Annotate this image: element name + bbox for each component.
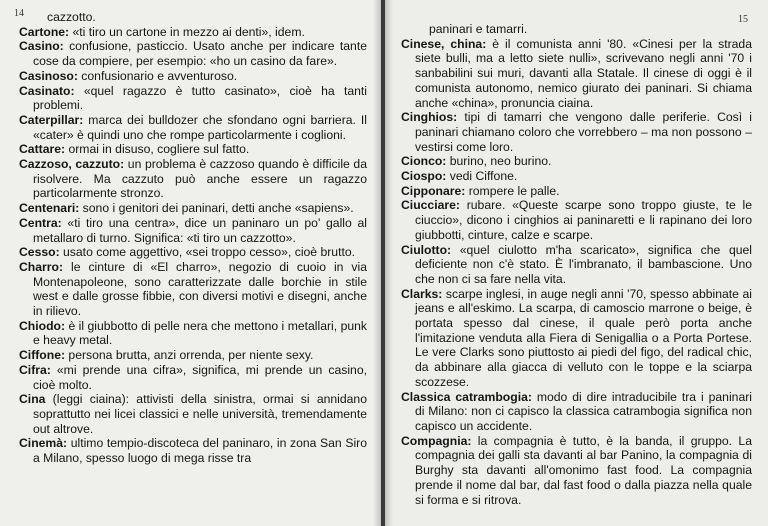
entry-definition: è il giubbotto di pelle nera che mettono i metallari, punk e heavy metal. xyxy=(33,318,367,348)
entry-headword: Casinoso: xyxy=(19,68,78,83)
entry-definition: marca dei bulldozer che sfondano ogni barriera. Il «cater» è quindi uno che rompe particolarmente i coglioni. xyxy=(33,112,367,142)
entry-definition: ormai in disuso, cogliere sul fatto. xyxy=(65,142,250,157)
dictionary-entry xyxy=(19,113,367,142)
entry-definition: vedi Ciffone. xyxy=(446,169,518,184)
dictionary-entry xyxy=(401,434,752,508)
entry-definition: paninari e tamarri. xyxy=(429,22,528,36)
dictionary-entry xyxy=(19,436,367,465)
dictionary-entry xyxy=(401,198,752,242)
entry-definition: rubare. «Queste scarpe sono troppo giuste, te le ciuccio», dicono i cinghios ai paninaretti e li rapinano dei loro giubbotti, cinture, calze e scarpe. xyxy=(415,198,752,242)
entry-definition: (leggi ciaina): attivisti della sinistra, ormai si annidano soprattutto nei licei classici e nelle università, tremendamente out altrove. xyxy=(33,392,367,436)
dictionary-entry xyxy=(19,216,367,245)
dictionary-entries xyxy=(401,0,752,507)
entry-definition: le cinture di «El charro», negozio di cuoio in via Montenapoleone, sono caratterizzate dalle borchie in stile west e dalle grosse fibbie, con diversi motivi e disegni, anche in rilievo. xyxy=(33,259,367,319)
dictionary-entry xyxy=(19,10,367,25)
entry-headword: Ciffone: xyxy=(19,348,66,363)
entry-definition: modo di dire intraducibile tra i paninari di Milano: non ci capisco la classica catrambogia significa non capisco un accidente. xyxy=(415,389,752,433)
entry-headword: Ciospo: xyxy=(401,169,447,184)
dictionary-entries xyxy=(19,0,367,466)
entry-headword: Cifra: xyxy=(19,362,51,377)
dictionary-entry xyxy=(401,169,752,184)
dictionary-entry xyxy=(401,243,752,287)
entry-headword: Cionco: xyxy=(401,154,447,169)
entry-headword: Ciucciare: xyxy=(401,198,460,213)
dictionary-entry xyxy=(19,392,367,436)
entry-definition: confusione, pasticcio. Usato anche per indicare tante cose da compiere, per esempio: «ho un casino da fare». xyxy=(33,39,367,69)
entry-headword: Classica catrambogia: xyxy=(401,389,532,404)
dictionary-entry xyxy=(401,154,752,169)
dictionary-entry xyxy=(401,390,752,434)
entry-headword: Cesso: xyxy=(19,245,60,260)
entry-definition: «mi prende una cifra», significa, mi prende un casino, cioè molto. xyxy=(33,362,367,392)
entry-definition: usato come aggettivo, «sei troppo cesso», cioè brutto. xyxy=(59,245,356,260)
entry-headword: Chiodo: xyxy=(19,318,66,333)
entry-definition: un problema è cazzoso quando è difficile da risolvere. Ma cazzuto può anche essere un ragazzo particolarmente stronzo. xyxy=(33,157,367,201)
dictionary-entry xyxy=(401,110,752,154)
dictionary-entry xyxy=(19,363,367,392)
entry-headword: Compagnia: xyxy=(401,433,472,448)
entry-definition: «ti tiro una centra», dice un paninaro un po' gallo al metallaro di turno. Significa: «ti tiro un cazzotto». xyxy=(33,215,367,245)
gutter-shadow xyxy=(385,0,393,526)
dictionary-entry xyxy=(19,39,367,68)
entry-definition: ultimo tempio-discoteca del paninaro, in zona San Siro a Milano, spesso luogo di mega risse tra xyxy=(33,436,367,466)
page-number: 15 xyxy=(738,14,748,25)
entry-headword: Centra: xyxy=(19,215,62,230)
dictionary-entry xyxy=(19,245,367,260)
entry-definition: «quel ciulotto m'ha scaricato», significa che quel deficiente non c'è stato. È l'imbranato, il bambascione. Uno che non ci sa fare nella vita. xyxy=(415,242,752,286)
gutter-shadow xyxy=(373,0,381,526)
entry-definition: «quel ragazzo è tutto casinato», cioè ha tanti problemi. xyxy=(33,83,367,113)
entry-headword: Cattare: xyxy=(19,142,66,157)
dictionary-entry xyxy=(19,201,367,216)
entry-definition: tipi di tamarri che vengono dalle periferie. Così i paninari chiamano coloro che vorrebbero – ma non possono – vestirsi come loro. xyxy=(415,110,752,154)
entry-headword: Cartone: xyxy=(19,24,70,39)
entry-definition: è il comunista anni '80. «Cinesi per la strada siete bulli, ma a letto siete nulli», scrivevano negli anni '70 i sanbabilini sui muri, davanti alla Statale. Il cinese di oggi è il comunista autonomo, nemico giurato dei paninari. Si chiama anche «china», pronuncia ciaina. xyxy=(415,36,752,110)
dictionary-entry xyxy=(19,319,367,348)
entry-definition: cazzotto. xyxy=(47,10,96,24)
dictionary-entry xyxy=(401,37,752,111)
dictionary-entry xyxy=(19,25,367,40)
dictionary-entry xyxy=(19,142,367,157)
dictionary-entry xyxy=(19,348,367,363)
entry-headword: Charro: xyxy=(19,259,64,274)
entry-headword: Casino: xyxy=(19,39,64,54)
dictionary-entry xyxy=(19,69,367,84)
left-page xyxy=(0,0,381,526)
entry-headword: Caterpillar: xyxy=(19,112,84,127)
entry-headword: Centenari: xyxy=(19,201,80,216)
entry-headword: Clarks: xyxy=(401,286,443,301)
page-number: 14 xyxy=(14,8,24,19)
dictionary-entry xyxy=(19,260,367,319)
entry-headword: Ciulotto: xyxy=(401,242,452,257)
entry-definition: «ti tiro un cartone in mezzo ai denti», idem. xyxy=(69,24,305,39)
entry-definition: la compagnia è tutto, è la banda, il gruppo. La compagnia dei galli sta davanti al bar Panino, la compagnia di Burghy sta davanti all'omonimo fast food. La compagnia prende il nome dal bar, dal fast food o dalla piazza nella quale si forma e si ritrova. xyxy=(415,433,752,507)
entry-headword: Cina xyxy=(19,392,46,407)
dictionary-entry xyxy=(401,22,752,37)
entry-headword: Cinese, china: xyxy=(401,36,487,51)
dictionary-entry xyxy=(19,84,367,113)
entry-definition: rompere le palle. xyxy=(465,183,560,198)
entry-definition: scarpe inglesi, in auge negli anni '70, spesso abbinate ai jeans e all'eskimo. La scarpa, di camoscio marrone o beige, è portata spesso dal cinese, il quale però porta anche l'imitazione venduta alla Fiera di Senigallia o a Porta Portese. Le vere Clarks sono piuttosto ai piedi del figo, del radical chic, da abbinare alla giacca di velluto con le toppe e la sciarpa scozzese. xyxy=(415,286,752,389)
right-page xyxy=(385,0,768,526)
entry-headword: Cazzoso, cazzuto: xyxy=(19,157,125,172)
entry-headword: Cinemà: xyxy=(19,436,68,451)
entry-headword: Cipponare: xyxy=(401,183,466,198)
entry-definition: persona brutta, anzi orrenda, per niente sexy. xyxy=(65,348,314,363)
entry-definition: sono i genitori dei paninari, detti anche «sapiens». xyxy=(79,201,354,216)
entry-headword: Casinato: xyxy=(19,83,75,98)
dictionary-entry xyxy=(401,184,752,199)
dictionary-entry xyxy=(401,287,752,390)
entry-definition: confusionario e avventuroso. xyxy=(77,68,238,83)
entry-definition: burino, neo burino. xyxy=(446,154,552,169)
dictionary-entry xyxy=(19,157,367,201)
entry-headword: Cinghios: xyxy=(401,110,458,125)
